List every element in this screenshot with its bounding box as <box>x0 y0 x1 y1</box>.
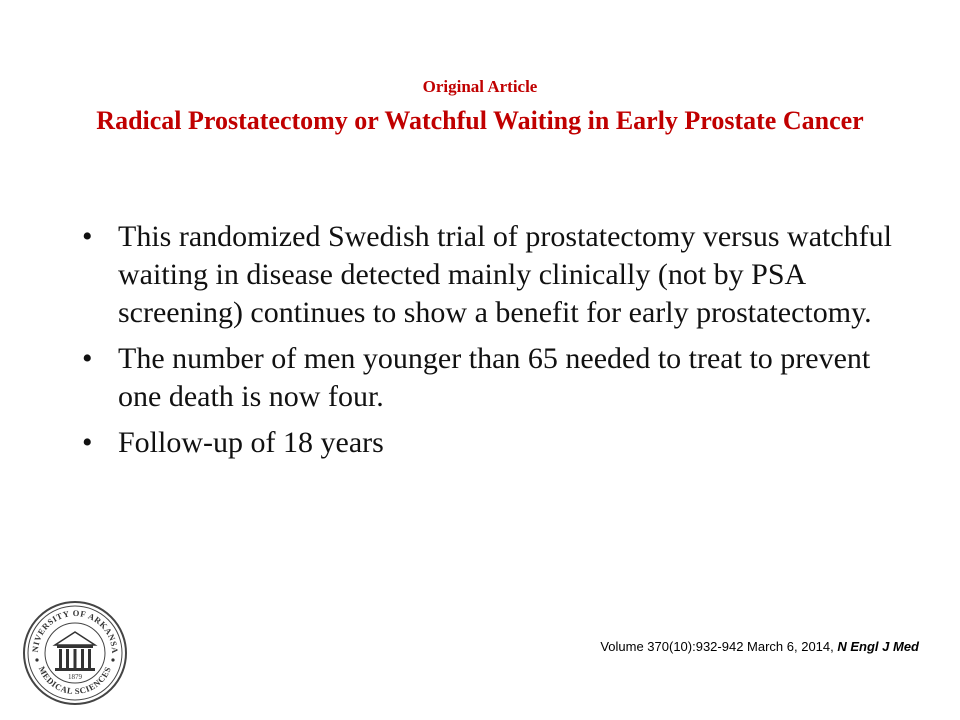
seal-top-text: NIVERSITY OF ARKANSA <box>29 607 121 655</box>
bullet-marker: • <box>82 426 93 459</box>
bullet-marker: • <box>82 342 93 375</box>
bullet-text: The number of men younger than 65 needed to treat to prevent one death is now four. <box>118 342 871 413</box>
slide-header <box>60 76 900 139</box>
bullet-item <box>78 424 898 462</box>
university-seal-icon <box>22 600 128 706</box>
bullet-item <box>78 218 898 332</box>
bullet-list <box>78 218 898 470</box>
bullet-text: This randomized Swedish trial of prostatectomy versus watchful waiting in disease detected mainly clinically (not by PSA screening) continues to show a benefit for early prostatectomy. <box>118 220 892 329</box>
citation-reference: Volume 370(10):932-942 March 6, 2014, <box>600 639 838 654</box>
citation <box>600 638 919 656</box>
article-kicker: Original Article <box>422 77 538 96</box>
bullet-text: Follow-up of 18 years <box>118 426 384 459</box>
slide-title: Radical Prostatectomy or Watchful Waiting in Early Prostate Cancer <box>96 106 864 135</box>
bullet-item <box>78 340 898 416</box>
citation-journal: N Engl J Med <box>837 639 919 654</box>
seal-year: 1879 <box>68 673 82 681</box>
seal-bottom-text: MEDICAL SCIENCES <box>36 664 114 697</box>
bullet-marker: • <box>82 220 93 253</box>
